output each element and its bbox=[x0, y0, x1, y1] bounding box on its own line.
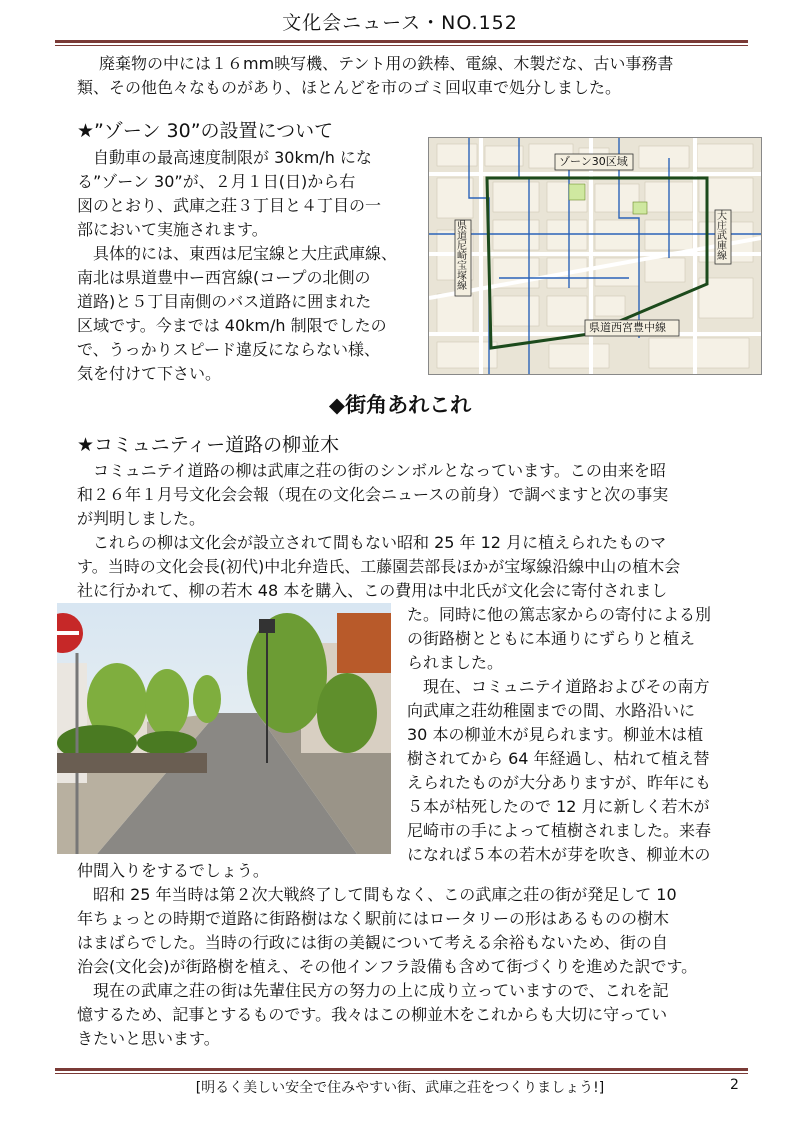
willow-text-narrow bbox=[407, 603, 767, 867]
willow-p3n-line-7: 尼崎市の手によって植樹されました。来春 bbox=[407, 821, 712, 840]
zone30-p1-line-2: る”ゾーン 30”が、２月１日(日)から右 bbox=[77, 172, 356, 191]
willow-p2-line-1: これらの柳は文化会が設立されて間もない昭和 25 年 12 月に植えられたものマ bbox=[93, 533, 667, 552]
willow-p3n-line-6: ５本が枯死したので 12 月に新しく若木が bbox=[407, 797, 710, 816]
willow-p3-end: 仲間入りをするでしょう。 bbox=[77, 861, 269, 880]
willow-p3n-line-2: 向武庫之荘幼稚園までの間、水路沿いに bbox=[407, 701, 696, 720]
zone30-text bbox=[77, 146, 422, 386]
zone30-p2-line-2: 南北は県道豊中ー西宮線(コープの北側の bbox=[77, 268, 371, 287]
willow-p3n-line-4: 樹されてから 64 年経過し、枯れて植え替 bbox=[407, 749, 710, 768]
map-label-bottom-road: 県道西宮豊中線 bbox=[589, 321, 666, 334]
zone30-p1-line-3: 図のとおり、武庫之荘３丁目と４丁目の一 bbox=[77, 196, 382, 215]
willow-p4-line-4: 治会(文化会)が街路樹を植え、その他インフラ設備も含めて街づくりを進めた訳です。 bbox=[77, 957, 698, 976]
willow-p2-line-2: す。当時の文化会長(初代)中北弁造氏、工藤園芸部長ほかが宝塚線沿線中山の植木会 bbox=[77, 557, 681, 576]
willow-p2-line-3: 社に行かれて、柳の若木 48 本を購入、この費用は中北氏が文化会に寄付されまし bbox=[77, 581, 668, 600]
willow-p4-line-1: 昭和 25 年当時は第２次大戦終了して間もなく、この武庫之荘の街が発足して 10 bbox=[93, 885, 677, 904]
zone30-p2-line-5: で、うっかりスピード違反にならない様、 bbox=[77, 340, 381, 359]
map-label-right-road: 大庄武庫線 bbox=[717, 211, 727, 262]
willow-p5-line-3: きたいと思います。 bbox=[77, 1029, 220, 1048]
willow-p1-line-1: コミュニテイ道路の柳は武庫之荘の街のシンボルとなっています。この由来を昭 bbox=[93, 461, 666, 480]
willow-p2n-line-2: の街路樹とともに本通りにずらりと植え bbox=[407, 629, 696, 648]
willow-p3n-line-5: えられたものが大分ありますが、昨年にも bbox=[407, 773, 712, 792]
willow-text-top bbox=[77, 459, 767, 603]
page-header: 文化会ニュース・NO.152 bbox=[282, 12, 518, 34]
willow-p2n-line-1: た。同時に他の篤志家からの寄付による別 bbox=[407, 605, 712, 624]
willow-p3n-line-8: になれば５本の若木が芽を吹き、柳並木の bbox=[407, 845, 711, 864]
zone30-map bbox=[428, 137, 762, 375]
photo-graphic bbox=[57, 603, 391, 854]
willow-heading: ★コミュニティー道路の柳並木 bbox=[77, 434, 340, 456]
willow-p4-line-3: はまばらでした。当時の行政には街の美観について考える余裕もないため、街の自 bbox=[77, 933, 668, 952]
footer-slogan: [明るく美しい安全で住みやすい街、武庫之荘をつくりましょう!] bbox=[195, 1080, 605, 1096]
zone30-p2-line-4: 区域です。今までは 40km/h 制限でしたの bbox=[77, 316, 387, 335]
willow-p4-line-2: 年ちょっとの時期で道路に街路樹はなく駅前にはロータリーの形はあるものの樹木 bbox=[77, 909, 670, 928]
intro-line-1: 廃棄物の中には１６mm映写機、テント用の鉄棒、電線、木製だな、古い事務書 bbox=[99, 54, 674, 73]
willow-p5-line-1: 現在の武庫之荘の街は先輩住民方の努力の上に成り立っていますので、これを記 bbox=[93, 981, 669, 1000]
willow-p1-line-2: 和２６年１月号文化会会報（現在の文化会ニュースの前身）で調べますと次の事実 bbox=[77, 485, 669, 504]
willow-p3n-line-3: 30 本の柳並木が見られます。柳並木は植 bbox=[407, 725, 704, 744]
zone30-p1-line-1: 自動車の最高速度制限が 30km/h にな bbox=[93, 148, 372, 167]
map-label-left-road: 県道尼崎宝塚線 bbox=[457, 221, 467, 292]
intro-line-2: 類、その他色々なものがあり、ほとんどを市のゴミ回収車で処分しました。 bbox=[77, 78, 622, 97]
zone30-p2-line-6: 気を付けて下さい。 bbox=[77, 364, 222, 383]
willow-p2n-line-3: られました。 bbox=[407, 653, 504, 672]
page-number: 2 bbox=[730, 1077, 739, 1093]
willow-street-photo bbox=[57, 603, 391, 854]
zone30-p2-line-3: 道路)と５丁目南側のバス道路に囲まれた bbox=[77, 292, 372, 311]
zone30-p1-line-4: 部において実施されます。 bbox=[77, 220, 268, 239]
willow-p1-line-3: が判明しました。 bbox=[77, 509, 206, 528]
intro-paragraph bbox=[77, 52, 767, 100]
map-graphic bbox=[429, 138, 761, 374]
zone30-heading: ★”ゾーン 30”の設置について bbox=[77, 120, 334, 142]
willow-p3n-line-1: 現在、コミュニテイ道路およびその南方 bbox=[423, 677, 710, 696]
footer-rule bbox=[55, 1068, 748, 1074]
map-label-zone: ゾーン30区域 bbox=[559, 155, 628, 168]
willow-text-bottom bbox=[77, 859, 767, 1051]
willow-p5-line-2: 憶するため、記事とするものです。我々はこの柳並木をこれからも大切に守ってい bbox=[77, 1005, 668, 1024]
section-title: ◆街角あれこれ bbox=[328, 393, 472, 417]
header-rule bbox=[55, 40, 748, 46]
zone30-p2-line-1: 具体的には、東西は尼宝線と大庄武庫線、 bbox=[93, 244, 398, 263]
